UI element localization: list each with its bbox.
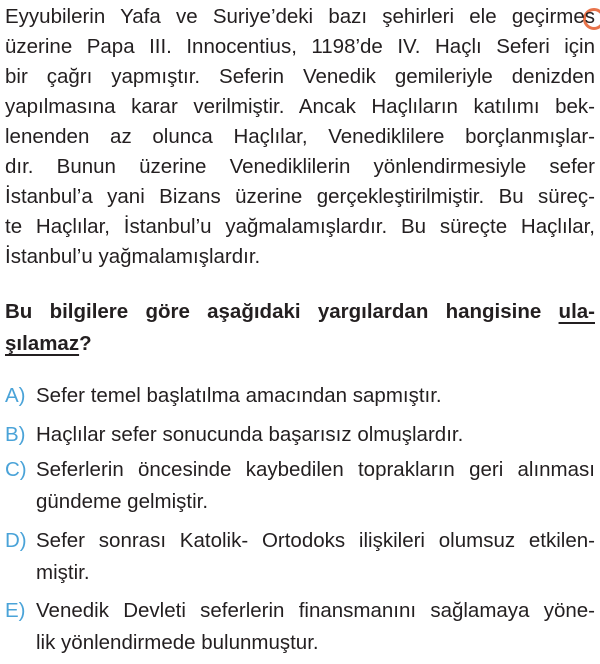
option-line: Haçlılar sefer sonucunda başarısız olmuşlardır. [36,423,464,446]
option-letter: C) [5,458,27,481]
question-prefix: Bu bilgilere göre aşağıdaki yargılardan hangisine [5,300,542,323]
question-line [5,296,595,328]
option-line: miştir. [36,561,90,584]
option-letter: A) [5,384,26,407]
option-letter: E) [5,599,26,622]
passage-text [5,2,595,272]
option-text [36,525,595,589]
passage-line: İstanbul’u yağmalamışlardır. [5,245,261,268]
option-text [36,454,595,518]
option-line: lik yönlendirmede bulunmuştur. [36,631,319,654]
passage-line: bir çağrı yapmıştır. Seferin Venedik gemileriyle denizden [5,65,595,88]
question-emphasis-part1: ula- [558,300,595,323]
option-line: Venedik Devleti seferlerin finansmanını sağlamaya yöne- [36,599,595,622]
option-line: Sefer sonrası Katolik- Ortodoks ilişkileri olumsuz etkilen- [36,529,595,552]
passage-line: Eyyubilerin Yafa ve Suriye’deki bazı şehirleri ele geçirmes [5,5,595,28]
question-stem [5,296,595,360]
option-text [36,595,595,659]
option-letter: B) [5,423,26,446]
option-text [36,380,595,412]
passage-line: yapılmasına karar verilmiştir. Ancak Haçlıların katılımı bek- [5,95,595,118]
option-line: Seferlerin öncesinde kaybedilen toprakların geri alınması [36,458,595,481]
passage-line: lenenden az olunca Haçlılar, Venediklilere borçlanmışlar- [5,125,595,148]
passage-line: İstanbul’a yani Bizans üzerine gerçekleştirilmiştir. Bu süreç- [5,185,595,208]
option-text [36,419,595,451]
option-line: Sefer temel başlatılma amacından sapmıştır. [36,384,442,407]
question-line [5,328,595,360]
option-letter: D) [5,529,27,552]
question-mark: ? [79,332,92,355]
passage-line: dır. Bunun üzerine Venediklilerin yönlendirmesiyle sefer [5,155,595,178]
option-line: gündeme gelmiştir. [36,490,209,513]
question-emphasis-part2: şılamaz [5,332,80,355]
passage-line: üzerine Papa III. Innocentius, 1198’de IV. Haçlı Seferi için [5,35,595,58]
passage-line: te Haçlılar, İstanbul’u yağmalamışlardır. Bu süreçte Haçlılar, [5,215,595,238]
